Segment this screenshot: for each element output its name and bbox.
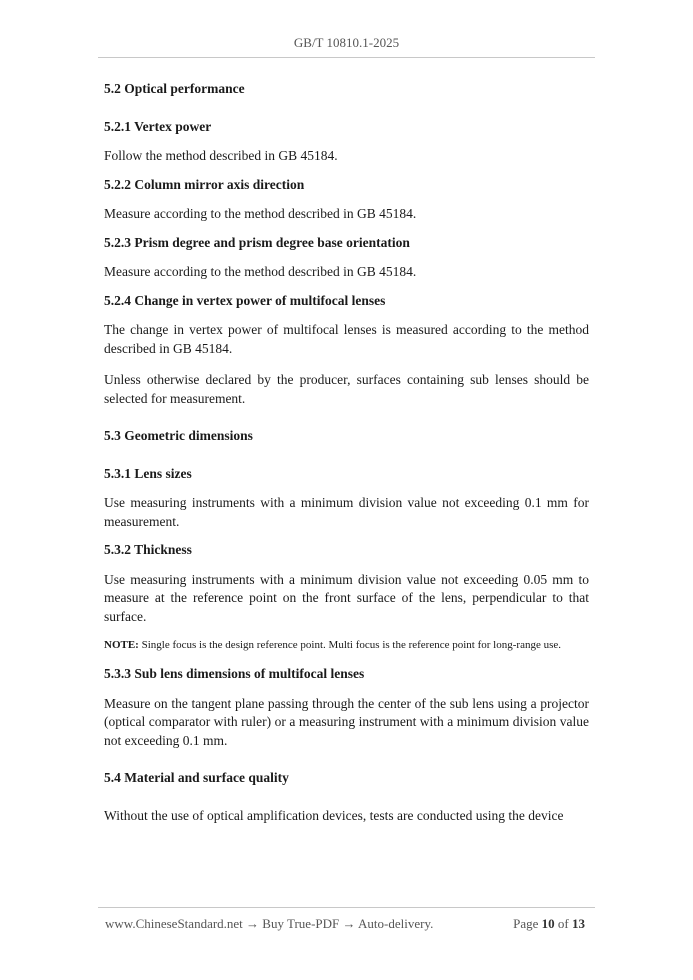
section-heading-5-2-3: 5.2.3 Prism degree and prism degree base orientation xyxy=(104,234,410,250)
paragraph-5-2-1: Follow the method described in GB 45184. xyxy=(104,148,338,163)
note-label: NOTE: xyxy=(104,639,139,651)
paragraph-5-3-3: Measure on the tangent plane passing through the center of the sub lens using a projector (optical comparator with ruler) or a measuring instrument with a minimum division value not exceeding 0.1 mm. xyxy=(104,695,589,748)
section-heading-5-2-4: 5.2.4 Change in vertex power of multifocal lenses xyxy=(104,292,386,308)
document-body xyxy=(104,80,589,838)
page-label: Page xyxy=(513,916,539,931)
page-total: 13 xyxy=(572,916,585,931)
section-heading-5-3-2: 5.3.2 Thickness xyxy=(104,542,192,557)
running-header: GB/T 10810.1-2025 xyxy=(293,35,400,50)
section-heading-5-3-1: 5.3.1 Lens sizes xyxy=(104,465,192,481)
section-heading-5-2: 5.2 Optical performance xyxy=(104,81,245,96)
paragraph-5-3-1: Use measuring instruments with a minimum division value not exceeding 0.1 mm for measurement. xyxy=(104,495,589,529)
note-text: Single focus is the design reference point. Multi focus is the reference point for long-range use. xyxy=(138,639,561,651)
paragraph-5-4: Without the use of optical amplification devices, tests are conducted using the device xyxy=(104,807,564,823)
footer-divider xyxy=(98,907,595,908)
section-heading-5-3: 5.3 Geometric dimensions xyxy=(104,428,253,443)
section-heading-5-2-1: 5.2.1 Vertex power xyxy=(104,118,212,134)
site-link[interactable]: www.ChineseStandard.net xyxy=(105,916,243,931)
paragraph-5-2-2: Measure according to the method described in GB 45184. xyxy=(104,206,417,221)
section-heading-5-4: 5.4 Material and surface quality xyxy=(104,770,289,785)
paragraph-5-2-3: Measure according to the method described in GB 45184. xyxy=(104,264,417,279)
paragraph-5-3-2: Use measuring instruments with a minimum division value not exceeding 0.05 mm to measure at the reference point on the front surface of the lens, perpendicular to that surface. xyxy=(104,571,589,624)
page-of: of xyxy=(557,916,569,931)
auto-delivery-text: Auto-delivery. xyxy=(358,916,434,931)
page-indicator xyxy=(513,916,585,932)
section-heading-5-2-2: 5.2.2 Column mirror axis direction xyxy=(104,176,305,192)
arrow-right-icon: → xyxy=(242,916,263,931)
paragraph-5-2-4-a: The change in vertex power of multifocal lenses is measured according to the method described in GB 45184. xyxy=(104,322,589,356)
footer-links xyxy=(105,916,433,932)
note-5-3-2 xyxy=(104,636,589,654)
buy-pdf-link[interactable]: Buy True-PDF xyxy=(262,916,340,931)
arrow-right-icon: → xyxy=(339,916,359,931)
paragraph-5-2-4-b: Unless otherwise declared by the producer, surfaces containing sub lenses should be selected for measurement. xyxy=(104,372,589,406)
header-divider xyxy=(98,57,595,58)
page-current: 10 xyxy=(541,916,555,931)
section-heading-5-3-3: 5.3.3 Sub lens dimensions of multifocal lenses xyxy=(104,666,365,681)
